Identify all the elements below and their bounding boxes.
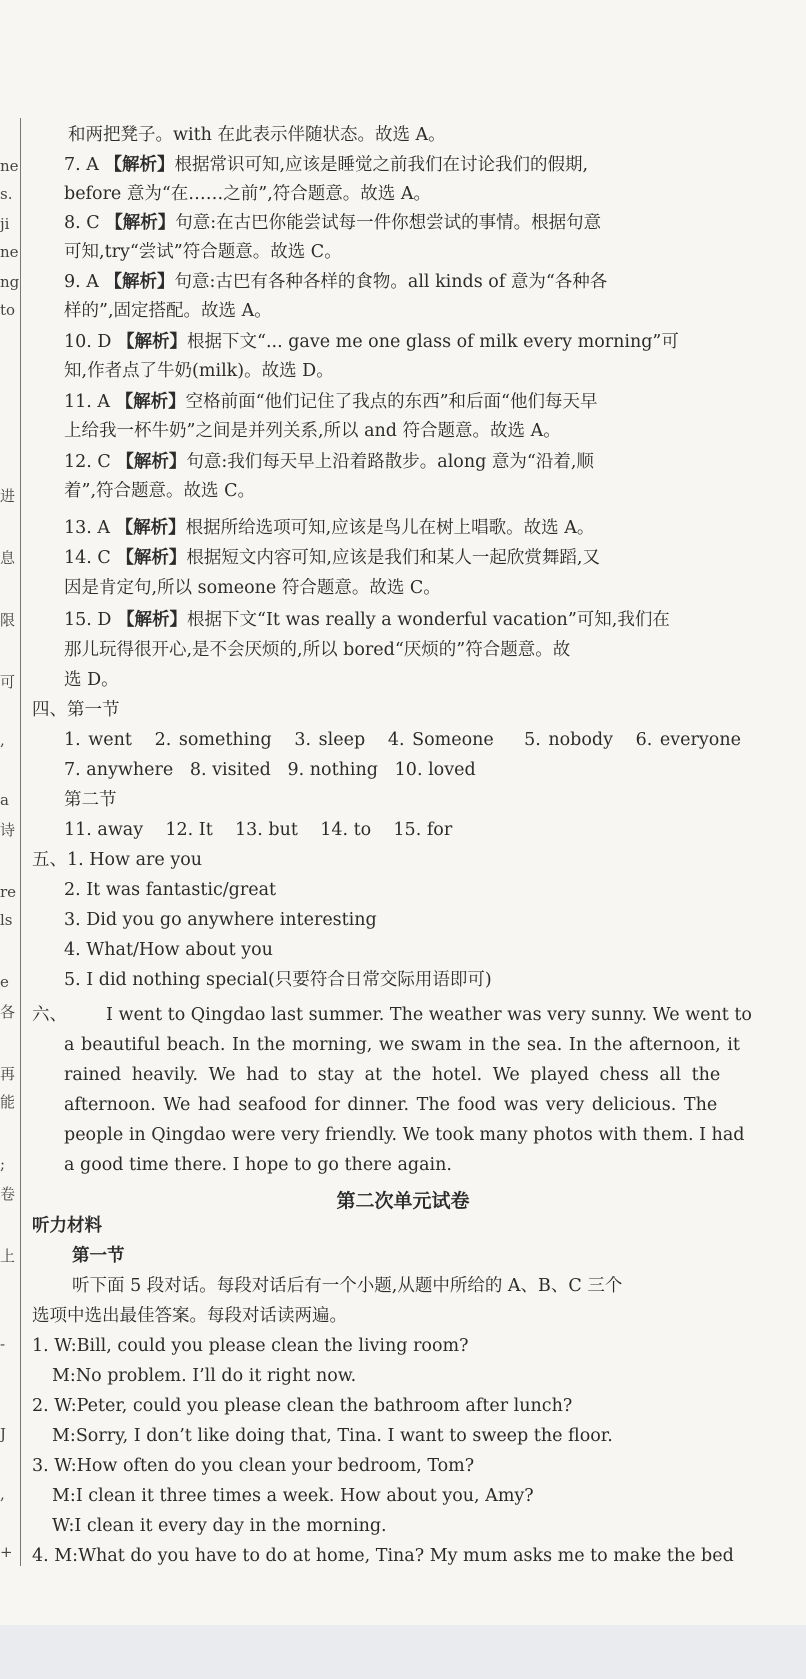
dialog-line: M:I clean it three times a week. How about you, Amy?: [52, 1486, 534, 1506]
analysis-tag: 【解析】: [117, 610, 188, 630]
answer-item: 3. sleep: [294, 730, 366, 750]
answer-text: 句意:在古巴你能尝试每一件你想尝试的事情。根据句意: [175, 213, 602, 233]
answer-text: 根据常识可知,应该是睡觉之前我们在讨论我们的假期,: [174, 155, 589, 175]
margin-fragment: 进: [0, 487, 16, 505]
answer-number: 7. A: [64, 155, 99, 175]
margin-fragment: +: [0, 1543, 13, 1561]
answer-13: [64, 518, 594, 538]
answer-10-cont: 知,作者点了牛奶(milk)。故选 D。: [64, 361, 334, 381]
answer-item: 6. everyone: [635, 730, 741, 750]
analysis-tag: 【解析】: [105, 213, 176, 233]
essay-line: afternoon. We had seafood for dinner. The food was very delicious. The: [64, 1095, 718, 1115]
listening-heading: 听力材料: [32, 1216, 102, 1236]
answer-9-cont: 样的”,固定搭配。故选 A。: [64, 301, 272, 321]
answer-text: 根据下文“... gave me one glass of milk every morning”可: [187, 332, 679, 352]
answer-item: 7. anywhere: [64, 760, 174, 780]
answer-item: 5. nobody: [524, 730, 613, 750]
margin-fragment: 诗: [0, 821, 16, 839]
answer-text: 根据所给选项可知,应该是鸟儿在树上唱歌。故选 A。: [185, 518, 595, 538]
margin-fragment: 各: [0, 1003, 16, 1021]
analysis-tag: 【解析】: [104, 272, 175, 292]
essay-line: a good time there. I hope to go there again.: [64, 1155, 452, 1175]
left-margin-fragments: [0, 115, 20, 1575]
analysis-tag: 【解析】: [104, 155, 175, 175]
answer-item: 1. went: [64, 730, 132, 750]
scan-bottom-band: [0, 1625, 806, 1679]
answer-text: 根据下文“It was really a wonderful vacation”可知,我们在: [187, 610, 670, 630]
margin-fragment: 限: [0, 611, 16, 629]
margin-fragment: 可: [0, 673, 16, 691]
part5-item-2: 2. It was fantastic/great: [64, 880, 277, 900]
margin-fragment: ji: [0, 215, 10, 233]
answer-item: 8. visited: [189, 760, 271, 780]
unit-title: 第二次单元试卷: [336, 1190, 470, 1212]
answer-number: 11. A: [64, 392, 111, 412]
part5-item-3: 3. Did you go anywhere interesting: [64, 910, 377, 930]
dialog-line: 2. W:Peter, could you please clean the bathroom after lunch?: [32, 1396, 573, 1416]
answer-number: 8. C: [64, 213, 100, 233]
part4-row1: [64, 730, 741, 750]
answer-12: [64, 452, 594, 472]
answer-item: 2. something: [154, 730, 272, 750]
answer-number: 13. A: [64, 518, 111, 538]
margin-fragment: ls: [0, 911, 13, 929]
dialog-line: 1. W:Bill, could you please clean the living room?: [32, 1336, 469, 1356]
answer-8: [64, 213, 601, 233]
answer-7: [64, 155, 588, 175]
margin-fragment: ne: [0, 243, 19, 261]
answer-10: [64, 332, 679, 352]
margin-fragment: 息: [0, 549, 16, 567]
answer-text: 句意:古巴有各种各样的食物。all kinds of 意为“各种各: [174, 272, 608, 292]
dialog-line: 4. M:What do you have to do at home, Tina? My mum asks me to make the bed: [32, 1546, 734, 1566]
part5-item-1: [32, 850, 202, 870]
answer-item: 14. to: [320, 820, 372, 840]
margin-fragment: -: [0, 1335, 6, 1353]
margin-fragment: 再: [0, 1065, 16, 1083]
answer-9: [64, 272, 607, 292]
answer-15-cont2: 选 D。: [64, 670, 119, 690]
answer-item: 4. Someone: [387, 730, 494, 750]
margin-fragment: s.: [0, 185, 13, 203]
part5-item-5: 5. I did nothing special(只要符合日常交际用语即可): [64, 970, 492, 990]
answer-15-cont: 那儿玩得很开心,是不会厌烦的,所以 bored“厌烦的”符合题意。故: [64, 640, 571, 660]
answer-11: [64, 392, 597, 412]
margin-fragment: ,: [0, 1485, 5, 1503]
answer-number: 9. A: [64, 272, 99, 292]
answer-item: 12. It: [165, 820, 213, 840]
margin-fragment: 上: [0, 1247, 16, 1265]
analysis-tag: 【解析】: [116, 548, 187, 568]
margin-fragment: to: [0, 301, 16, 319]
answer-15: [64, 610, 670, 630]
answer-text: 1. How are you: [67, 850, 203, 870]
answer-number: 10. D: [64, 332, 112, 352]
margin-fragment: ,: [0, 731, 5, 749]
part4-row2: [64, 760, 476, 780]
answer-item: 15. for: [393, 820, 453, 840]
answer-item: 13. but: [235, 820, 298, 840]
part4-row3: [64, 820, 452, 840]
essay-line: rained heavily. We had to stay at the hotel. We played chess all the: [64, 1065, 721, 1085]
answer-text: 空格前面“他们记住了我点的东西”和后面“他们每天早: [185, 392, 598, 412]
answer-12-cont: 着”,符合题意。故选 C。: [64, 481, 255, 501]
margin-fragment: 卷: [0, 1185, 16, 1203]
analysis-tag: 【解析】: [117, 332, 188, 352]
margin-fragment: ne: [0, 157, 19, 175]
analysis-tag: 【解析】: [115, 392, 186, 412]
margin-fragment: ng: [0, 273, 20, 291]
answer-item: 11. away: [64, 820, 144, 840]
answer-text: 句意:我们每天早上沿着路散步。along 意为“沿着,顺: [186, 452, 594, 472]
essay-line: I went to Qingdao last summer. The weather was very sunny. We went to: [106, 1005, 752, 1025]
answer-item: 9. nothing: [287, 760, 378, 780]
margin-fragment: J: [0, 1425, 7, 1443]
answer-11-cont: 上给我一杯牛奶”之间是并列关系,所以 and 符合题意。故选 A。: [64, 421, 561, 441]
answer-number: 15. D: [64, 610, 112, 630]
analysis-tag: 【解析】: [116, 452, 187, 472]
answer-7-cont: before 意为“在……之前”,符合题意。故选 A。: [64, 184, 432, 204]
dialog-line: 3. W:How often do you clean your bedroom, Tom?: [32, 1456, 475, 1476]
answer-14-cont: 因是肯定句,所以 someone 符合题意。故选 C。: [64, 578, 441, 598]
answer-item: 10. loved: [394, 760, 476, 780]
answer-text: 根据短文内容可知,应该是我们和某人一起欣赏舞蹈,又: [186, 548, 600, 568]
instructions-line-1: 听下面 5 段对话。每段对话后有一个小题,从题中所给的 A、B、C 三个: [72, 1276, 623, 1296]
answer-number: 14. C: [64, 548, 111, 568]
analysis-tag: 【解析】: [115, 518, 186, 538]
dialog-line: M:No problem. I’ll do it right now.: [52, 1366, 357, 1386]
part5-item-4: 4. What/How about you: [64, 940, 273, 960]
section-heading: 第一节: [72, 1246, 125, 1266]
answer-14: [64, 548, 600, 568]
dialog-line: W:I clean it every day in the morning.: [52, 1516, 387, 1536]
answer-intro-line: 和两把凳子。with 在此表示伴随状态。故选 A。: [68, 125, 446, 145]
part5-heading: 五、: [32, 850, 67, 870]
essay-line: people in Qingdao were very friendly. We took many photos with them. I had: [64, 1125, 745, 1145]
margin-fragment: a: [0, 791, 9, 809]
dialog-line: M:Sorry, I don’t like doing that, Tina. I want to sweep the floor.: [52, 1426, 613, 1446]
part4-section2: 第二节: [64, 790, 117, 810]
instructions-line-2: 选项中选出最佳答案。每段对话读两遍。: [32, 1306, 347, 1326]
margin-fragment: re: [0, 883, 17, 901]
answer-number: 12. C: [64, 452, 111, 472]
column-divider: [20, 118, 21, 1566]
margin-fragment: 能: [0, 1093, 16, 1111]
essay-line: a beautiful beach. In the morning, we swam in the sea. In the afternoon, it: [64, 1035, 740, 1055]
margin-fragment: ;: [0, 1155, 6, 1173]
part6-heading: 六、: [32, 1005, 67, 1025]
answer-8-cont: 可知,try“尝试”符合题意。故选 C。: [64, 242, 342, 262]
part4-heading: 四、第一节: [32, 700, 120, 720]
margin-fragment: e: [0, 973, 9, 991]
